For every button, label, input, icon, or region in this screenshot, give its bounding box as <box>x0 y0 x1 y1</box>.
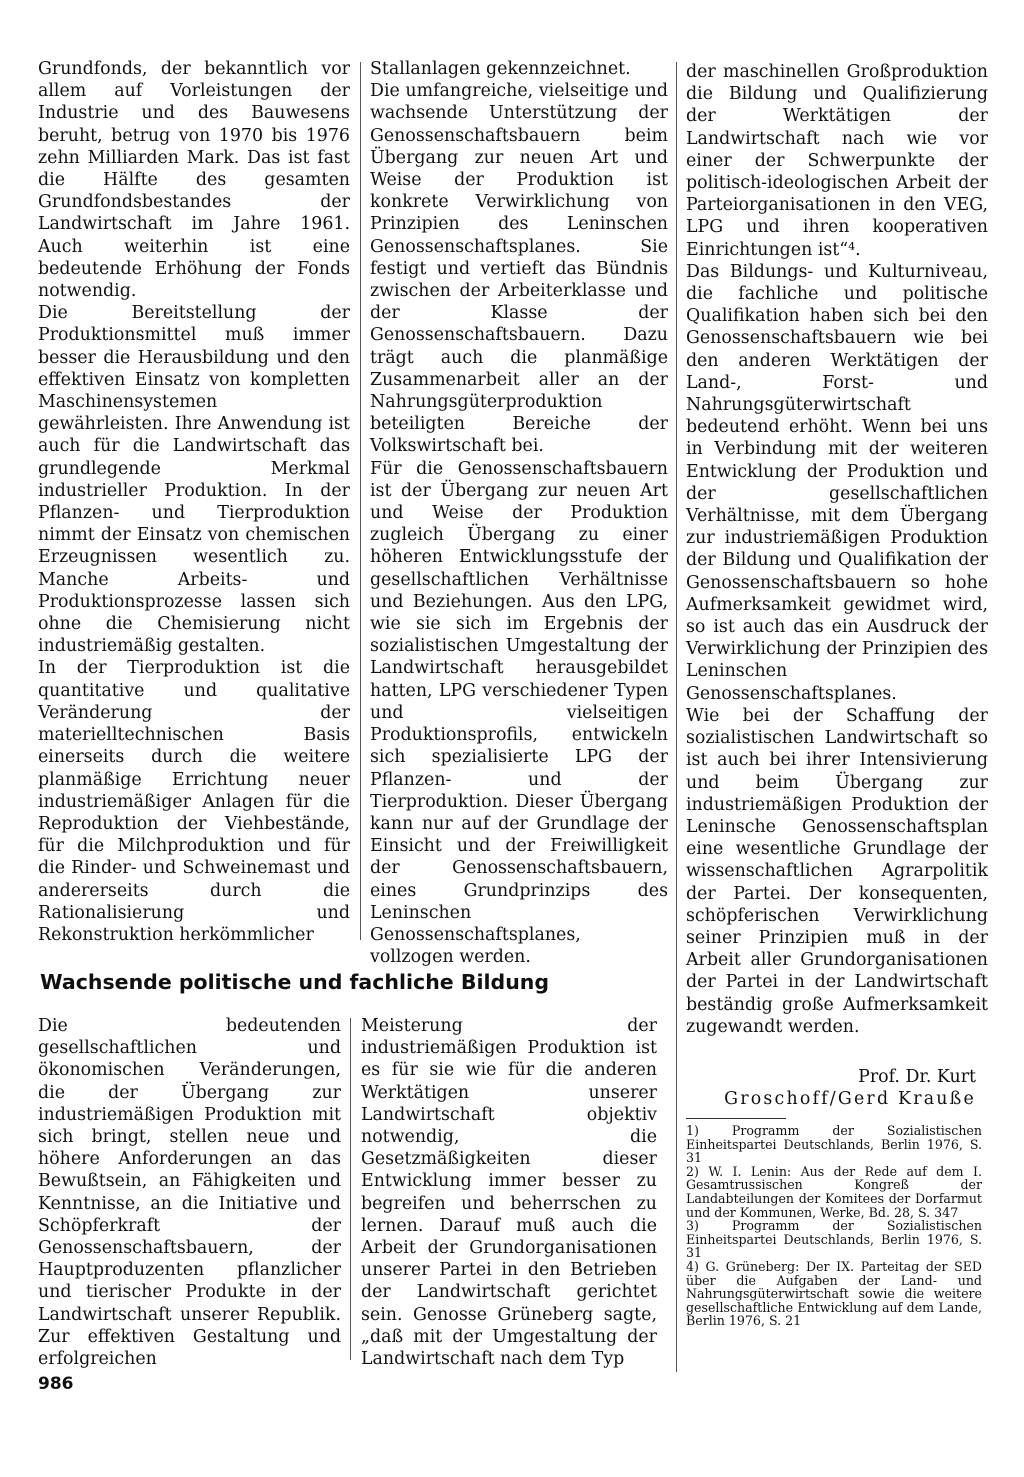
page-number: 986 <box>38 1374 74 1394</box>
author-signature <box>686 1066 976 1110</box>
footnote: 4) G. Grüneberg: Der IX. Parteitag der SED über die Aufgaben der Land- und Nahrungsgüterwirtschaft sowie die weitere gesellschaftliche Entwicklung auf dem Lande, Berlin 1976, S. 21 <box>686 1258 982 1329</box>
footnote: 1) Programm der Sozialistischen Einheitspartei Deutschlands, Berlin 1976, S. 31 <box>686 1123 982 1166</box>
paragraph: Die umfangreiche, vielseitige und wachsende Unterstützung der Genossenschaftsbauern beim Übergang zur neuen Art und Weise der Produktion ist konkrete Verwirklichung von Prinzipien des Leninschen Genossenschaftsplanes. Sie festigt und vertieft das Bündnis zwischen der Arbeiterklasse und der Klasse der Genossenschaftsbauern. Dazu trägt auch die planmäßige Zusammenarbeit aller an der Nahrungsgüterproduktion beteiligten Bereiche der Volkswirtschaft bei. <box>370 81 668 457</box>
paragraph: In der Tierproduktion ist die quantitative und qualitative Veränderung der materielltechnischen Basis einerseits durch die weitere planmäßige Errichtung neuer industriemäßiger Anlagen für die Reproduktion der Viehbestände, für die Milchproduktion und für die Rinder- und Schweinemast und andererseits durch die Rationalisierung und Rekonstruktion herkömmlicher <box>38 658 350 945</box>
section-column-1 <box>38 1015 341 1370</box>
text-column-1 <box>38 58 350 946</box>
section-heading: Wachsende politische und fachliche Bildung <box>40 970 550 994</box>
column-divider-2 <box>676 62 677 1372</box>
section-column-2 <box>361 1015 657 1370</box>
paragraph: Stallanlagen gekennzeichnet. <box>370 59 631 79</box>
section-column-divider <box>350 1018 351 1360</box>
footnote: 2) W. I. Lenin: Aus der Rede auf dem I. Gesamtrussischen Kongreß der Landabteilungen der Komitees der Dorfarmut und der Kommunen, Werke, Bd. 28, S. 347 <box>686 1163 982 1220</box>
author-line-2: Groschoff/Gerd Krauße <box>724 1089 976 1110</box>
text-column-3 <box>686 61 988 1038</box>
paragraph: Grundfonds, der bekanntlich vor allem auf Vorleistungen der Industrie und des Bauwesens beruht, betrug von 1970 bis 1976 zehn Milliarden Mark. Das ist fast die Hälfte des gesamten Grundfondsbestandes der Landwirtschaft im Jahre 1961. Auch weiterhin ist eine bedeutende Erhöhung der Fonds notwendig. <box>38 59 350 302</box>
paragraph: Wie bei der Schaffung der sozialistischen Landwirtschaft so ist auch bei ihrer Intensivierung und beim Übergang zur industriemäßigen Produktion der Leninsche Genossenschaftsplan eine wesentliche Grundlage der wissenschaftlichen Agrarpolitik der Partei. Der konsequenten, schöpferischen Verwirklichung seiner Prinzipien muß in der Arbeit aller Grundorganisationen der Partei in der Landwirtschaft beständig große Aufmerksamkeit zugewandt werden. <box>686 705 988 1037</box>
paragraph: der maschinellen Großproduktion die Bildung und Qualifizierung der Werktätigen der Landwirtschaft nach wie vor einer der Schwerpunkte der politisch-ideologischen Arbeit der Parteiorganisationen in den VEG, LPG und ihren kooperativen Einrichtungen ist“⁴. <box>686 62 988 260</box>
paragraph: Die Bereitstellung der Produktionsmittel muß immer besser die Herausbildung und den effektiven Einsatz von kompletten Maschinensystemen gewährleisten. Ihre Anwendung ist auch für die Landwirtschaft das grundlegende Merkmal industrieller Produktion. In der Pflanzen- und Tierproduktion nimmt der Einsatz von chemischen Erzeugnissen wesentlich zu. Manche Arbeits- und Produktionsprozesse lassen sich ohne die Chemisierung nicht industriemäßig gestalten. <box>38 303 350 657</box>
paragraph: Die bedeutenden gesellschaftlichen und ökonomischen Veränderungen, die der Übergang zur industriemäßigen Produktion mit sich bringt, stellen neue und höhere Anforderungen an das Bewußtsein, an Fähigkeiten und Kenntnisse, an die Initiative und Schöpferkraft der Genossenschaftsbauern, der Hauptproduzenten pflanzlicher und tierischer Produkte in der Landwirtschaft unserer Republik. Zur effektiven Gestaltung und erfolgreichen <box>38 1016 341 1370</box>
footnote-divider <box>686 1118 786 1119</box>
paragraph: Meisterung der industriemäßigen Produktion ist es für sie wie für die anderen Werktätigen unserer Landwirtschaft objektiv notwendig, die Gesetzmäßigkeiten dieser Entwicklung immer besser zu begreifen und beherrschen zu lernen. Darauf muß auch die Arbeit der Grundorganisationen unserer Partei in den Betrieben der Landwirtschaft gerichtet sein. Genosse Grüneberg sagte, „daß mit der Umgestaltung der Landwirtschaft nach dem Typ <box>361 1016 657 1370</box>
author-line-1: Prof. Dr. Kurt <box>858 1067 976 1087</box>
footnote: 3) Programm der Sozialistischen Einheitspartei Deutschlands, Berlin 1976, S. 31 <box>686 1218 982 1261</box>
paragraph: Das Bildungs- und Kulturniveau, die fachliche und politische Qualifikation haben sich bei den Genossenschaftsbauern wie bei den anderen Werktätigen der Land-, Forst- und Nahrungsgüterwirtschaft bedeutend erhöht. Wenn bei uns in Verbindung mit der weiteren Entwicklung der Produktion und der gesellschaftlichen Verhältnisse, mit dem Übergang zur industriemäßigen Produktion der Bildung und Qualifikation der Genossenschaftsbauern so hohe Aufmerksamkeit gewidmet wird, so ist auch das ein Ausdruck der Verwirklichung der Prinzipien des Leninschen Genossenschaftsplanes. <box>686 261 988 704</box>
footnotes <box>686 1124 982 1328</box>
paragraph: Für die Genossenschaftsbauern ist der Übergang zur neuen Art und Weise der Produktion zugleich Übergang zu einer höheren Entwicklungsstufe der gesellschaftlichen Verhältnisse und Beziehungen. Aus den LPG, wie sie sich im Ergebnis der sozialistischen Umgestaltung der Landwirtschaft herausgebildet hatten, LPG verschiedener Typen und vielseitigen Produktionsprofils, entwickeln sich spezialisierte LPG der Pflanzen- und der Tierproduktion. Dieser Übergang kann nur auf der Grundlage der Einsicht und der Freiwilligkeit der Genossenschaftsbauern, eines Grundprinzips des Leninschen Genossenschaftsplanes, vollzogen werden. <box>370 458 668 968</box>
text-column-2 <box>370 58 668 968</box>
column-divider-1 <box>360 62 361 940</box>
